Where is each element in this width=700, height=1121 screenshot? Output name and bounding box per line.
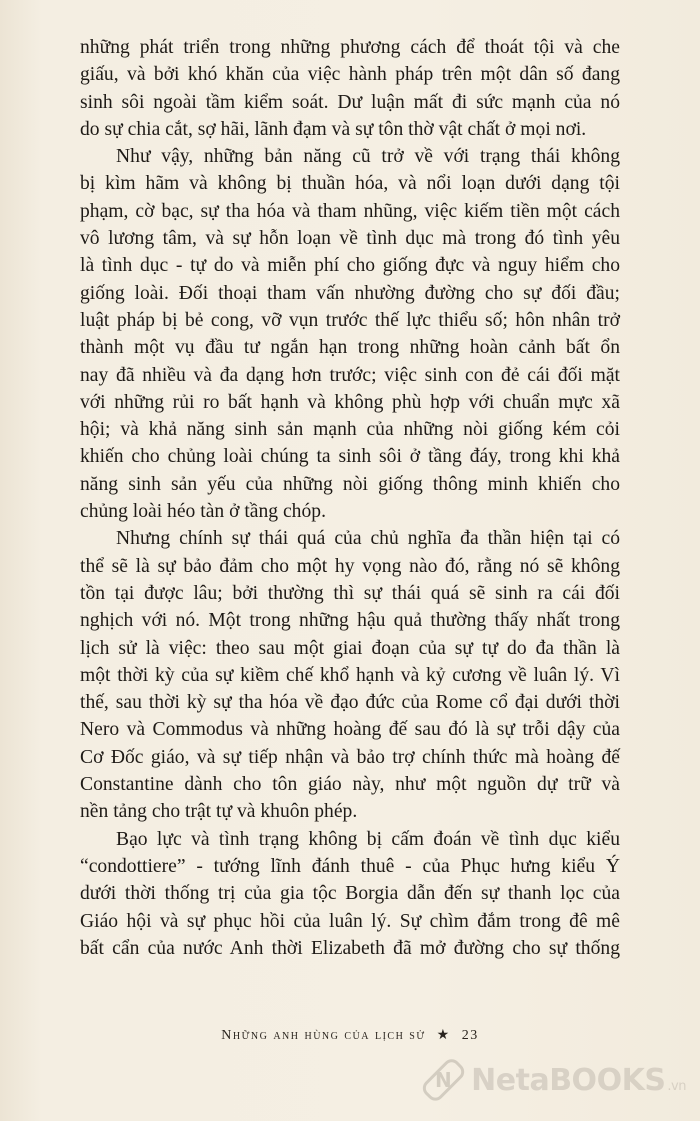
text-line: năng sinh sản yếu của những nòi giống thông minh khiến cho <box>80 473 620 495</box>
text-line: Nero và Commodus và những hoàng đế sau đó là sự trỗi dậy của <box>80 719 620 741</box>
text-line: lịch sử là việc: theo sau một giai đoạn của sự tự do đa thần là <box>80 637 620 659</box>
text-line: sinh sôi ngoài tầm kiểm soát. Dư luận mất đi sức mạnh của nó <box>80 91 620 113</box>
text-line: những phát triển trong những phương cách để thoát tội và che <box>80 37 620 58</box>
text-line: Constantine dành cho tôn giáo này, như một nguồn dự trữ và <box>80 774 620 796</box>
text-line: hội; và khả năng sinh sản mạnh của những nòi giống kém cỏi <box>80 419 620 441</box>
text-line: nghịch với nó. Một trong những hậu quả thường thấy nhất trong <box>80 610 620 632</box>
text-line: chủng loài héo tàn ở tầng chóp. <box>80 501 326 523</box>
text-line: thành một vụ đầu tư ngắn hạn trong những hoàn cảnh bất ổn <box>80 337 620 359</box>
netabooks-logo-icon: N <box>419 1056 468 1105</box>
page-footer <box>0 1027 700 1044</box>
text-line: một thời kỳ của sự kiềm chế khổ hạnh và kỷ cương về luân lý. Vì <box>80 664 620 686</box>
text-line: khiến cho chủng loài chúng ta sinh sôi ở tầng đáy, trong khi khả <box>80 446 620 468</box>
watermark-brand: NetaBOOKS .vn <box>471 1062 686 1098</box>
watermark <box>426 1052 686 1108</box>
body-text <box>80 34 620 962</box>
text-line: phạm, cờ bạc, sự tha hóa và tham nhũng, việc kiếm tiền một cách <box>80 200 620 222</box>
text-line: Bạo lực và tình trạng không bị cấm đoán về tình dục kiểu <box>116 828 620 850</box>
text-line: Giáo hội và sự phục hồi của luân lý. Sự chìm đắm trong đê mê <box>80 910 620 932</box>
text-line: Nhưng chính sự thái quá của chủ nghĩa đa thần hiện tại có <box>116 528 620 550</box>
running-title: Những anh hùng của lịch sử <box>221 1028 426 1043</box>
text-line: dưới thời thống trị của gia tộc Borgia dẫn đến sự thanh lọc của <box>80 883 620 905</box>
text-line: tồn tại được lâu; bởi thường thì sự thái quá sẽ sinh ra cái đối <box>80 582 620 604</box>
star-icon: ★ <box>436 1028 451 1043</box>
text-line: bị kìm hãm và không bị thuần hóa, và nổi loạn dưới dạng tội <box>80 173 620 195</box>
text-line: do sự chia cắt, sợ hãi, lãnh đạm và sự tôn thờ vật chất ở mọi nơi. <box>80 118 587 140</box>
text-line: nền tảng cho trật tự và khuôn phép. <box>80 801 358 823</box>
text-line: Cơ Đốc giáo, và sự tiếp nhận và bảo trợ chính thức mà hoàng đế <box>80 746 620 768</box>
text-line: nay đã nhiều và đa dạng hơn trước; việc sinh con đẻ cái đối mặt <box>80 364 620 386</box>
text-line: vô lương tâm, và sự hỗn loạn về tình dục mà trong đó tình yêu <box>80 228 620 250</box>
text-line: Như vậy, những bản năng cũ trở về với trạng thái không <box>116 146 620 168</box>
text-line: bất cẩn của nước Anh thời Elizabeth đã mở đường cho sự thống <box>80 937 620 959</box>
text-line: giấu, và bởi khó khăn của việc hành pháp trên một dân số đang <box>80 64 620 86</box>
text-line: là tình dục - tự do và miễn phí cho giống đực và nguy hiểm cho <box>80 255 620 277</box>
text-line: với những rủi ro bất hạnh và không phù hợp với chuẩn mực xã <box>80 391 620 413</box>
text-line: thể sẽ là sự bảo đảm cho một hy vọng nào đó, rằng nó sẽ không <box>80 555 620 577</box>
page-number: 23 <box>461 1028 479 1043</box>
text-line: “condottiere” - tướng lĩnh đánh thuê - của Phục hưng kiểu Ý <box>80 855 620 877</box>
text-line: giống loài. Đối thoại tham vấn nhường đường cho sự đối đầu; <box>80 282 620 304</box>
text-line: thế, sau thời kỳ sự tha hóa về đạo đức của Rome cổ đại dưới thời <box>80 692 620 714</box>
text-line: luật pháp bị bẻ cong, vỡ vụn trước thế lực thiểu số; hôn nhân trở <box>80 309 620 331</box>
